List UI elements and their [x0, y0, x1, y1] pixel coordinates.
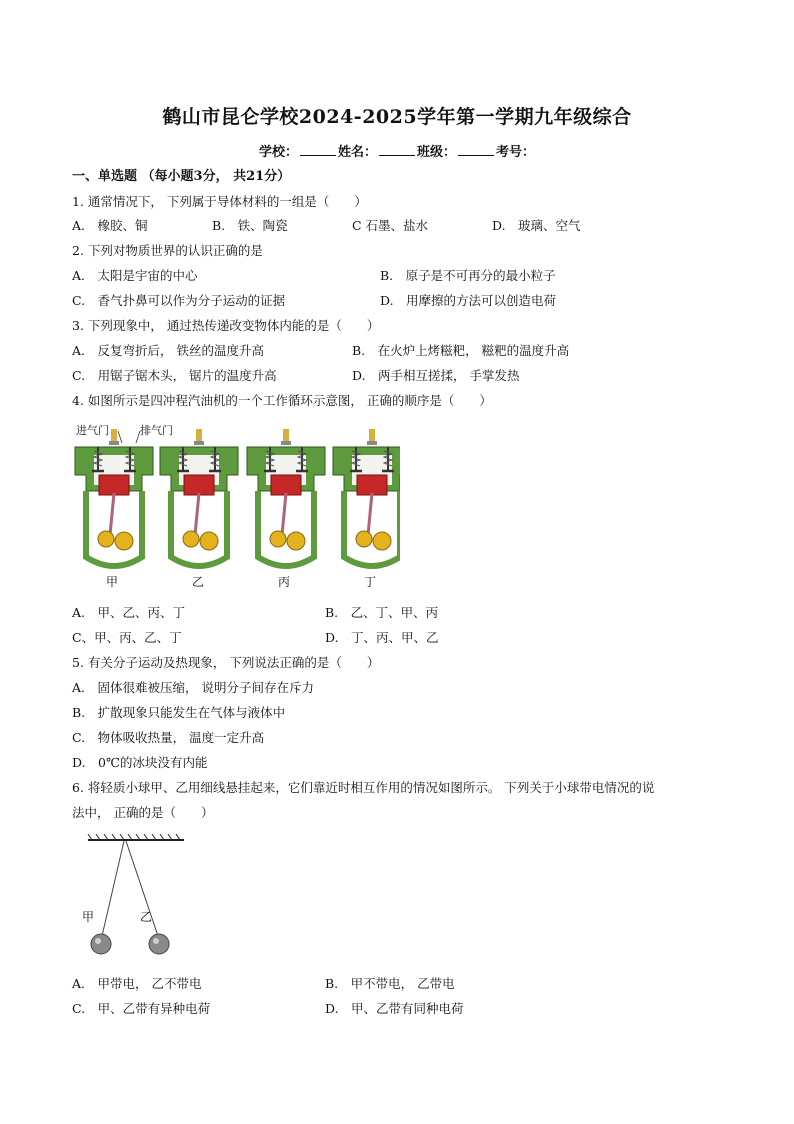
q6-option-c: C. 甲、乙带有异种电荷 [72, 1001, 211, 1016]
student-info-line [0, 141, 794, 160]
q1-option-c: C 石墨、盐水 [352, 218, 429, 233]
question-6-stem-line2: 法中， 正确的是（ ） [72, 805, 214, 820]
ball-label-yi: 乙 [140, 910, 153, 924]
suspended-balls-figure [80, 832, 190, 967]
q4-option-d: D. 丁、丙、甲、乙 [325, 630, 439, 645]
page-title: 鹤山市昆仑学校2024-2025学年第一学期九年级综合 [162, 106, 632, 128]
q2-option-d: D. 用摩擦的方法可以创造电荷 [380, 293, 557, 308]
school-blank [300, 143, 336, 156]
exam-no-label: 考号： [496, 145, 536, 160]
q1-option-b: B. 铁、陶瓷 [212, 218, 288, 233]
engine-label-ding: 丁 [364, 575, 377, 589]
question-4-stem: 4. 如图所示是四冲程汽油机的一个工作循环示意图， 正确的顺序是（ ） [72, 393, 492, 408]
question-5-stem: 5. 有关分子运动及热现象， 下列说法正确的是（ ） [72, 655, 380, 670]
q2-option-a: A. 太阳是宇宙的中心 [72, 268, 198, 283]
q1-option-a: A. 橡胶、铜 [72, 218, 148, 233]
section-heading: 一、单选题 （每小题3分， 共21分） [72, 169, 291, 184]
q6-option-d: D. 甲、乙带有同种电荷 [325, 1001, 464, 1016]
name-label: 姓名： [337, 145, 377, 160]
school-label: 学校： [258, 145, 298, 160]
q5-option-b: B. 扩散现象只能发生在气体与液体中 [72, 705, 286, 720]
q3-option-d: D. 两手相互搓揉， 手掌发热 [352, 368, 520, 383]
q3-option-b: B. 在火炉上烤糍粑， 糍粑的温度升高 [352, 343, 570, 358]
exhaust-valve-label: 排气门 [140, 424, 173, 437]
question-2-stem: 2. 下列对物质世界的认识正确的是 [72, 243, 263, 258]
q1-option-d: D. 玻璃、空气 [492, 218, 581, 233]
question-3-stem: 3. 下列现象中， 通过热传递改变物体内能的是（ ） [72, 318, 380, 333]
q5-option-c: C. 物体吸收热量， 温度一定升高 [72, 730, 265, 745]
q4-option-a: A. 甲、乙、丙、丁 [72, 605, 186, 620]
engine-label-bing: 丙 [278, 575, 291, 589]
engine-label-jia: 甲 [106, 575, 119, 589]
ball-label-jia: 甲 [82, 910, 95, 924]
engine-cycle-figure [70, 417, 400, 592]
intake-valve-label: 进气门 [76, 424, 109, 437]
q5-option-a: A. 固体很难被压缩， 说明分子间存在斥力 [72, 680, 314, 695]
q6-option-b: B. 甲不带电， 乙带电 [325, 976, 455, 991]
q5-option-d: D. 0℃的冰块没有内能 [72, 755, 208, 770]
q2-option-c: C. 香气扑鼻可以作为分子运动的证据 [72, 293, 286, 308]
q3-option-a: A. 反复弯折后， 铁丝的温度升高 [72, 343, 264, 358]
class-label: 班级： [417, 145, 457, 160]
q2-option-b: B. 原子是不可再分的最小粒子 [380, 268, 556, 283]
name-blank [379, 143, 415, 156]
question-6-stem-line1: 6. 将轻质小球甲、乙用细线悬挂起来，它们靠近时相互作用的情况如图所示。 下列关于小球带电情况的说 [72, 780, 655, 795]
q3-option-c: C. 用锯子锯木头， 锯片的温度升高 [72, 368, 277, 383]
q4-option-b: B. 乙、丁、甲、丙 [325, 605, 439, 620]
engine-label-yi: 乙 [192, 575, 205, 589]
q6-option-a: A. 甲带电， 乙不带电 [72, 976, 202, 991]
class-blank [458, 143, 494, 156]
q4-option-c: C、甲、丙、乙、丁 [72, 630, 182, 645]
question-1-stem: 1. 通常情况下， 下列属于导体材料的一组是（ ） [72, 194, 367, 209]
